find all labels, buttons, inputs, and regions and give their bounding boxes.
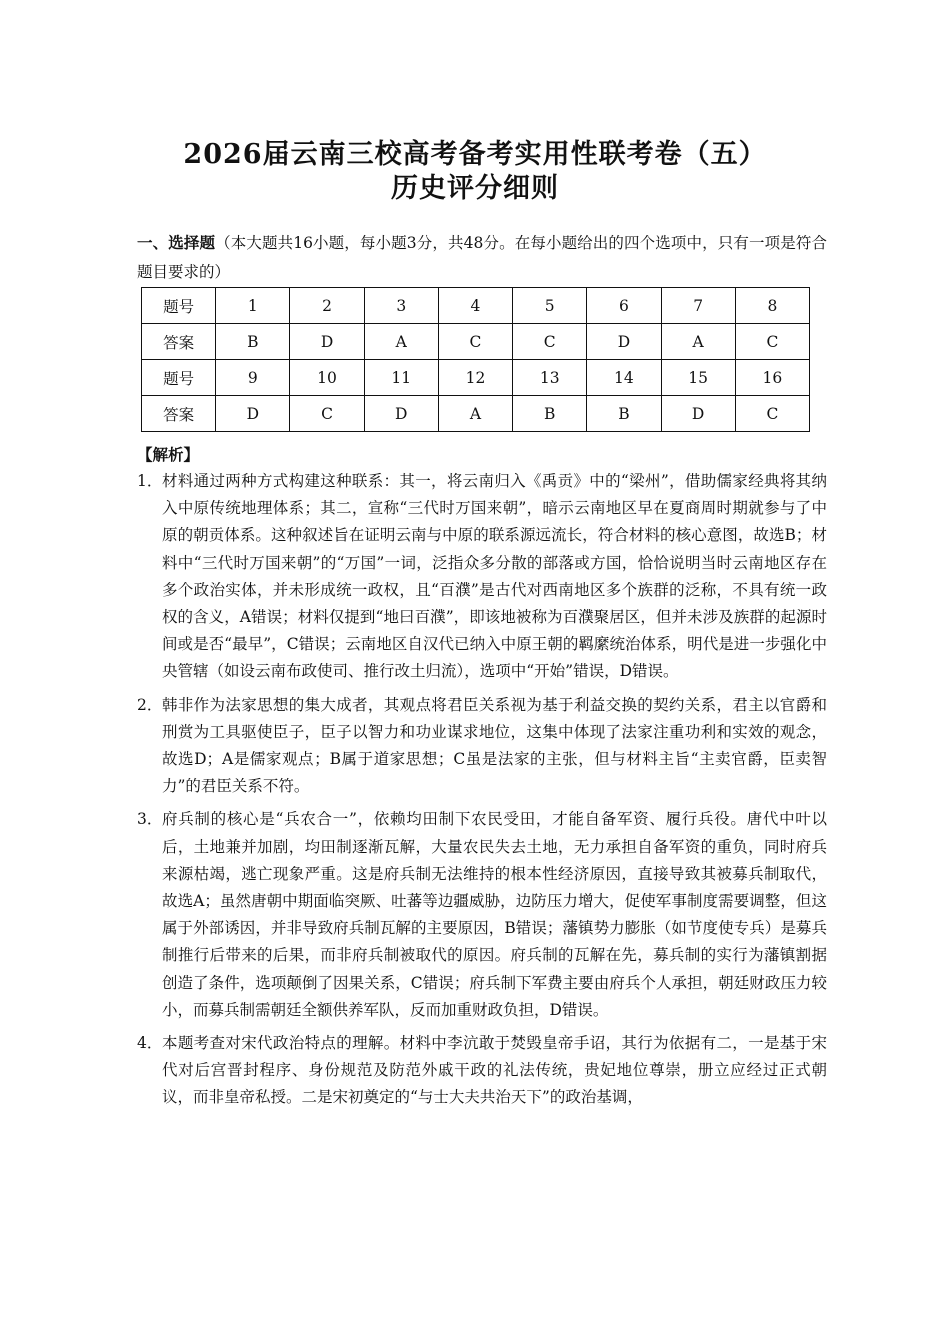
table-cell: D bbox=[216, 396, 290, 432]
table-cell: 答案 bbox=[142, 396, 216, 432]
document-subtitle: 历史评分细则 bbox=[391, 173, 559, 204]
table-cell: 15 bbox=[661, 360, 735, 396]
table-row bbox=[142, 324, 810, 360]
table-cell: 答案 bbox=[142, 324, 216, 360]
item-number: 1． bbox=[137, 472, 163, 490]
table-cell: 4 bbox=[438, 288, 512, 324]
table-cell: D bbox=[364, 396, 438, 432]
table-cell: B bbox=[587, 396, 661, 432]
table-cell: B bbox=[216, 324, 290, 360]
analysis-heading: 【解析】 bbox=[137, 445, 200, 464]
table-cell: D bbox=[290, 324, 364, 360]
table-cell: C bbox=[735, 324, 809, 360]
item-number: 3． bbox=[137, 810, 163, 829]
table-cell: 13 bbox=[513, 360, 587, 396]
section-label: 一、选择题 bbox=[137, 233, 216, 252]
table-cell: 6 bbox=[587, 288, 661, 324]
table-cell: C bbox=[513, 324, 587, 360]
table-cell: 2 bbox=[290, 288, 364, 324]
section-intro bbox=[137, 228, 827, 287]
answer-table bbox=[141, 287, 810, 432]
table-cell: 题号 bbox=[142, 360, 216, 396]
item-text: 韩非作为法家思想的集大成者，其观点将君臣关系视为基于利益交换的契约关系，君主以官爵和刑赏为工具驱使臣子，臣子以智力和功业谋求地位，这集中体现了法家注重功利和实效的观念，故选D；A是儒家观点；B属于道家思想；C虽是法家的主张，但与材料主旨“主卖官爵，臣卖智力”的君臣关系不符。 bbox=[162, 695, 827, 796]
item-number: 4． bbox=[137, 1034, 163, 1053]
table-cell: 8 bbox=[735, 288, 809, 324]
table-cell: 11 bbox=[364, 360, 438, 396]
table-cell: C bbox=[438, 324, 512, 360]
item-text: 材料通过两种方式构建这种联系：其一，将云南归入《禹贡》中的“梁州”，借助儒家经典将其纳入中原传统地理体系；其二，宣称“三代时万国来朝”，暗示云南地区早在夏商周时期就参与了中原的朝贡体系。这种叙述旨在证明云南与中原的联系源远流长，符合材料的核心意图，故选B；材料中“三代时万国来朝”的“万国”一词，泛指众多分散的部落或方国，恰恰说明当时云南地区存在多个政治实体，并未形成统一政权，且“百濮”是古代对西南地区多个族群的泛称，不具有统一政权的含义，A错误；材料仅提到“地曰百濮”，即该地被称为百濮聚居区，但并未涉及族群的起源时间或是否“最早”，C错误；云南地区自汉代已纳入中原王朝的羁縻统治体系，明代是进一步强化中央管辖（如设云南布政使司、推行改土归流），选项中“开始”错误，D错误。 bbox=[162, 472, 827, 681]
section-description: （本大题共16小题，每小题3分，共48分。在每小题给出的四个选项中，只有一项是符合题目要求的） bbox=[137, 234, 827, 281]
table-cell: C bbox=[735, 396, 809, 432]
table-row bbox=[142, 360, 810, 396]
table-cell: 14 bbox=[587, 360, 661, 396]
document-title: 2026届云南三校高考备考实用性联考卷（五） bbox=[183, 139, 767, 170]
table-cell: C bbox=[290, 396, 364, 432]
table-cell: B bbox=[513, 396, 587, 432]
list-item bbox=[137, 468, 827, 686]
table-cell: D bbox=[587, 324, 661, 360]
table-cell: 3 bbox=[364, 288, 438, 324]
table-cell: 9 bbox=[216, 360, 290, 396]
table-cell: A bbox=[364, 324, 438, 360]
table-cell: 16 bbox=[735, 360, 809, 396]
list-item bbox=[137, 806, 827, 1024]
table-cell: 5 bbox=[513, 288, 587, 324]
list-item bbox=[137, 692, 827, 801]
item-text: 本题考查对宋代政治特点的理解。材料中李沆敢于焚毁皇帝手诏，其行为依据有二，一是基于宋代对后宫晋封程序、身份规范及防范外戚干政的礼法传统，贵妃地位尊崇，册立应经过正式朝议，而非皇帝私授。二是宋初奠定的“与士大夫共治天下”的政治基调， bbox=[162, 1034, 827, 1107]
item-text: 府兵制的核心是“兵农合一”，依赖均田制下农民受田，才能自备军资、履行兵役。唐代中叶以后，土地兼并加剧，均田制逐渐瓦解，大量农民失去土地，无力承担自备军资的重负，同时府兵来源枯竭，逃亡现象严重。这是府兵制无法维持的根本性经济原因，直接导致其被募兵制取代，故选A；虽然唐朝中期面临突厥、吐蕃等边疆威胁，边防压力增大，促使军事制度需要调整，但这属于外部诱因，并非导致府兵制瓦解的主要原因，B错误；藩镇势力膨胀（如节度使专兵）是募兵制推行后带来的后果，而非府兵制被取代的原因。府兵制的瓦解在先，募兵制的实行为藩镇割据创造了条件，选项颠倒了因果关系，C错误；府兵制下军费主要由府兵个人承担，朝廷财政压力较小，而募兵制需朝廷全额供养军队，反而加重财政负担，D错误。 bbox=[162, 810, 827, 1019]
table-cell: 1 bbox=[216, 288, 290, 324]
item-number: 2． bbox=[137, 695, 163, 714]
table-row bbox=[142, 396, 810, 432]
table-cell: 10 bbox=[290, 360, 364, 396]
table-cell: A bbox=[438, 396, 512, 432]
list-item bbox=[137, 1030, 827, 1112]
table-row bbox=[142, 288, 810, 324]
table-cell: D bbox=[661, 396, 735, 432]
analysis-list bbox=[137, 468, 827, 1118]
table-cell: A bbox=[661, 324, 735, 360]
table-cell: 题号 bbox=[142, 288, 216, 324]
table-cell: 12 bbox=[438, 360, 512, 396]
table-cell: 7 bbox=[661, 288, 735, 324]
